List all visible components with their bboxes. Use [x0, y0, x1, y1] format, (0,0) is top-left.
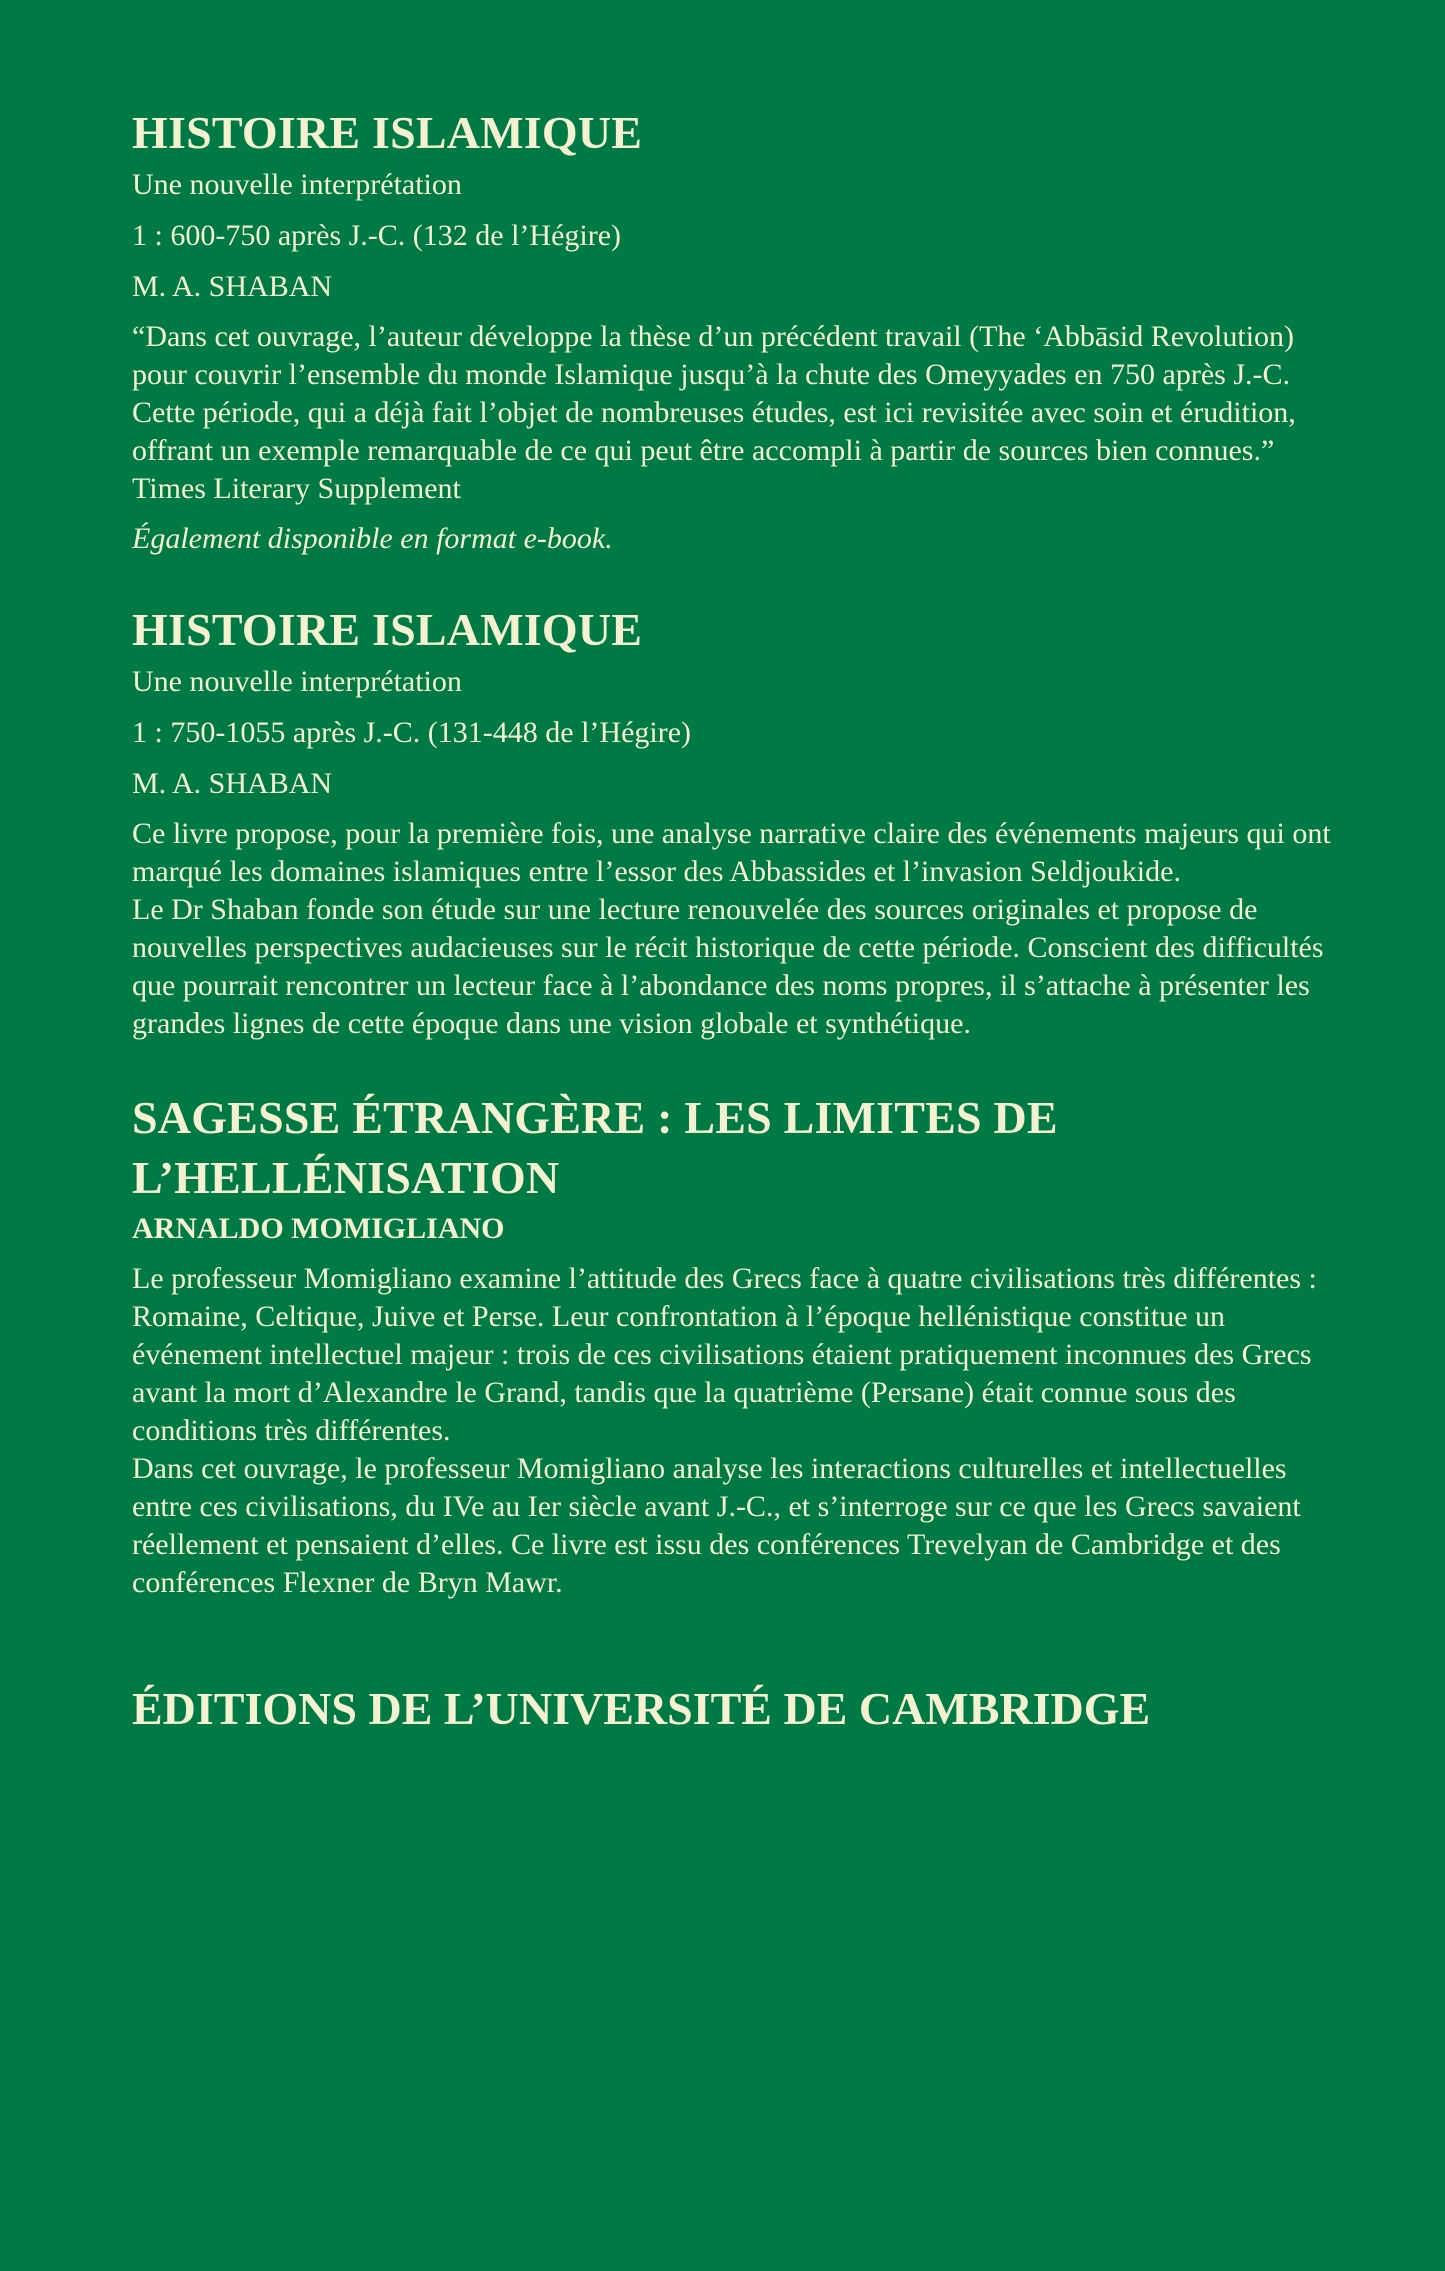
book-description [132, 815, 1345, 1043]
book-author: ARNALDO MOMIGLIANO [132, 1212, 505, 1245]
book-volume: 1 : 750-1055 après J.-C. (131-448 de l’Hégire) [132, 716, 692, 749]
book-description [132, 318, 1345, 508]
book-volume: 1 : 600-750 après J.-C. (132 de l’Hégire) [132, 219, 622, 252]
book-entry-sagesse-etrangere [132, 1088, 1345, 1602]
book-title: SAGESSE ÉTRANGÈRE : LES LIMITES DE L’HELLÉNISATION [132, 1092, 1058, 1203]
book-entry-histoire-islamique-2 [132, 603, 1345, 1043]
book-entry-histoire-islamique-1 [132, 106, 1345, 558]
description-paragraph: Dans cet ouvrage, le professeur Momigliano analyse les interactions culturelles et intellectuelles entre ces civilisations, du IVe au Ier siècle avant J.-C., et s’interroge sur ce que les Grecs savaient réellement et pensaient d’elles. Ce livre est issu des conférences Trevelyan de Cambridge et des conférences Flexner de Bryn Mawr. [132, 1452, 1301, 1599]
description-paragraph: “Dans cet ouvrage, l’auteur développe la thèse d’un précédent travail (The ‘Abbāsid Revolution) pour couvrir l’ensemble du monde Islamique jusqu’à la chute des Omeyyades en 750 après J.-C. Cette période, qui a déjà fait l’objet de nombreuses études, est ici revisitée avec soin et érudition, offrant un exemple remarquable de ce qui peut être accompli à partir de sources bien connues.” Times Literary Supplement [132, 320, 1296, 505]
description-paragraph: Ce livre propose, pour la première fois, une analyse narrative claire des événements majeurs qui ont marqué les domaines islamiques entre l’essor des Abbassides et l’invasion Seldjoukide. [132, 817, 1331, 888]
book-author: M. A. SHABAN [132, 767, 333, 800]
book-subtitle: Une nouvelle interprétation [132, 168, 462, 201]
ebook-availability-note: Également disponible en format e-book. [132, 522, 613, 555]
description-paragraph: Le Dr Shaban fonde son étude sur une lecture renouvelée des sources originales et propose de nouvelles perspectives audacieuses sur le récit historique de cette période. Conscient des difficultés que pourrait rencontrer un lecteur face à l’abondance des noms propres, il s’attache à présenter les grandes lignes de cette époque dans une vision globale et synthétique. [132, 893, 1324, 1040]
book-subtitle: Une nouvelle interprétation [132, 665, 462, 698]
book-title: HISTOIRE ISLAMIQUE [132, 107, 643, 158]
publisher-name: ÉDITIONS DE L’UNIVERSITÉ DE CAMBRIDGE [132, 1683, 1151, 1734]
description-paragraph: Le professeur Momigliano examine l’attitude des Grecs face à quatre civilisations très différentes : Romaine, Celtique, Juive et Perse. Leur confrontation à l’époque hellénistique constitue un événement intellectuel majeur : trois de ces civilisations étaient pratiquement inconnues des Grecs avant la mort d’Alexandre le Grand, tandis que la quatrième (Persane) était connue sous des conditions très différentes. [132, 1262, 1317, 1447]
book-title: HISTOIRE ISLAMIQUE [132, 604, 643, 655]
book-author: M. A. SHABAN [132, 270, 333, 303]
book-description [132, 1260, 1345, 1602]
